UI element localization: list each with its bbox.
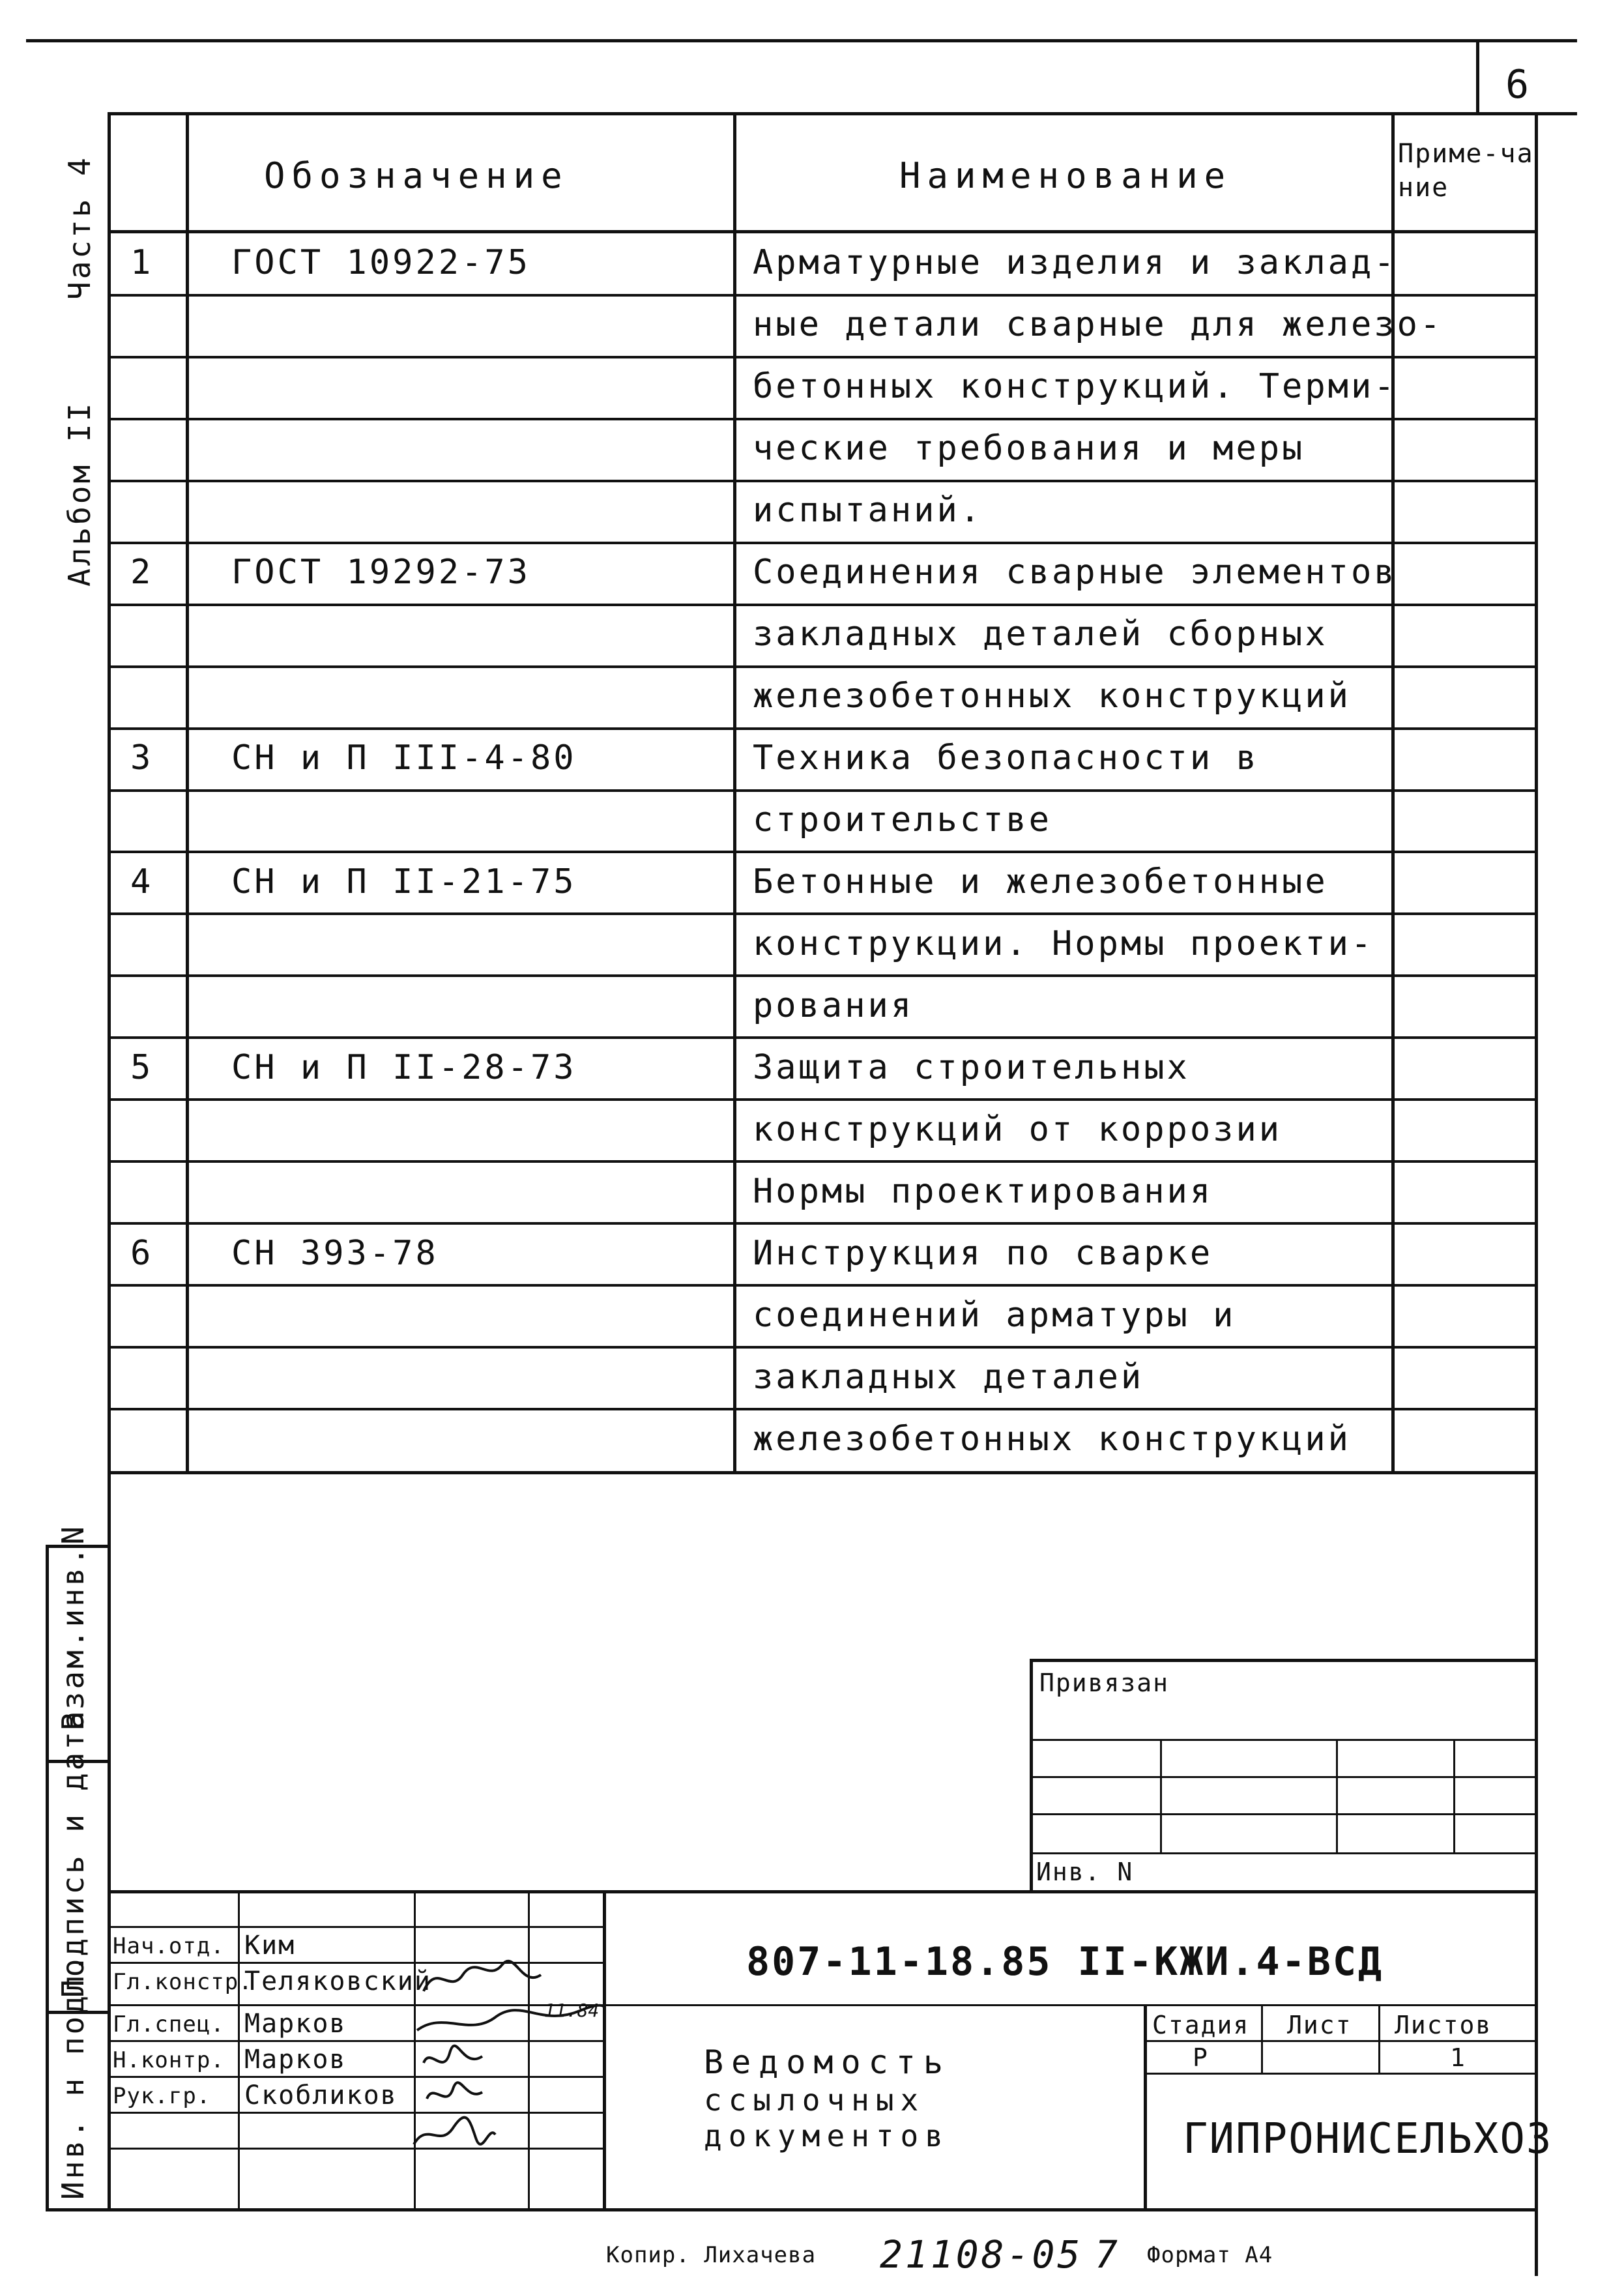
margin-strip-left [46, 1545, 49, 2210]
binding-row2 [1030, 1776, 1538, 1778]
row-name: Бетонные и железобетонные [753, 862, 1328, 901]
binding-col1 [1160, 1739, 1162, 1852]
table-row [108, 233, 1538, 295]
table-row [108, 1100, 1538, 1161]
row-designation: ГОСТ 19292-73 [231, 553, 530, 592]
binding-row4 [1030, 1852, 1538, 1854]
row-name: железобетонных конструкций [753, 677, 1351, 716]
row-number: 4 [130, 862, 154, 901]
titleblock-top [108, 1890, 1538, 1893]
table-row [108, 791, 1538, 853]
table-row [108, 481, 1538, 543]
margin-label-replaced-inv: Взам.инв.N [55, 1524, 91, 1730]
table-row [108, 605, 1538, 667]
stage-col-2 [1378, 2004, 1380, 2073]
footer-copied-by: Копир. Лихачева [606, 2242, 817, 2268]
document-code: 807-11-18.85 II-КЖИ.4-ВСД [746, 1939, 1384, 1985]
table-row [108, 667, 1538, 729]
header-note: Приме-чание [1398, 139, 1534, 203]
table-row [108, 1285, 1538, 1347]
sheet-number-box-left [1476, 39, 1479, 114]
row-name: закладных деталей сборных [753, 615, 1328, 654]
row-name: испытаний. [753, 491, 983, 531]
table-row [108, 295, 1538, 357]
binding-top [1030, 1659, 1538, 1662]
row-designation: СН и П II-28-73 [231, 1047, 577, 1087]
header-name: Наименование [899, 155, 1232, 196]
table-row [108, 914, 1538, 976]
table-row [108, 543, 1538, 605]
binding-col2 [1336, 1739, 1338, 1852]
stage-col-1 [1261, 2004, 1263, 2073]
sheet-label: Лист [1287, 2011, 1352, 2039]
table-row [108, 1038, 1538, 1100]
table-row [108, 1409, 1538, 1471]
row-name: конструкции. Нормы проекти- [753, 924, 1374, 963]
binding-inv-label: Инв. N [1036, 1858, 1134, 1886]
row-name: Техника безопасности в [753, 738, 1259, 778]
binding-row3 [1030, 1813, 1538, 1815]
table-row [108, 976, 1538, 1038]
footer-order-number: 21108-05 [880, 2232, 1083, 2277]
stage-label: Стадия [1152, 2011, 1250, 2039]
row-name: Арматурные изделия и заклад- [753, 243, 1397, 283]
stage-left [1144, 2004, 1147, 2210]
margin-label-part: Часть 4 [62, 155, 97, 300]
row-name: конструкций от коррозии [753, 1109, 1283, 1149]
row-name: Нормы проектирования [753, 1171, 1213, 1211]
table-body [108, 233, 1538, 1471]
row-designation: СН 393-78 [231, 1233, 439, 1273]
row-name: рования [753, 985, 914, 1025]
table-bottom [108, 1471, 1538, 1474]
person-role: Н.контр. [113, 2047, 225, 2073]
person-role: Гл.спец. [113, 2011, 225, 2037]
person-role: Рук.гр. [113, 2083, 211, 2109]
stage-line-1 [1144, 2040, 1538, 2042]
person-name: Скобликов [244, 2080, 398, 2110]
person-name: Теляковский [244, 1966, 431, 1996]
binding-title: Привязан [1039, 1669, 1170, 1697]
sheet-number: 6 [1505, 62, 1530, 108]
person-role: Нач.отд. [113, 1933, 225, 1959]
person-role: Гл.констр. [113, 1969, 253, 1995]
binding-row1 [1030, 1739, 1538, 1741]
person-name: Марков [244, 2009, 347, 2039]
stage-value: Р [1193, 2043, 1209, 2072]
row-number: 2 [130, 553, 154, 592]
sign-date: 11.84 [544, 2000, 600, 2021]
titleblock-code-bottom [603, 2004, 1538, 2006]
top-border [26, 39, 1577, 42]
person-name: Марков [244, 2045, 347, 2075]
footer-format: Формат А4 [1147, 2242, 1273, 2268]
person-name: Ким [244, 1931, 296, 1961]
table-row [108, 1347, 1538, 1409]
row-designation: ГОСТ 10922-75 [231, 243, 530, 283]
row-name: Защита строительных [753, 1047, 1190, 1087]
table-row [108, 419, 1538, 481]
table-row [108, 729, 1538, 791]
doc-title-line-3: документов [704, 2118, 950, 2153]
row-name: строительстве [753, 800, 1052, 840]
row-name: соединений арматуры и [753, 1295, 1236, 1335]
frame-bottom [108, 2208, 1538, 2211]
margin-label-inv-original: Инв. н подл. [55, 1951, 91, 2200]
table-row [108, 1161, 1538, 1223]
table-row [108, 853, 1538, 914]
doc-title-line-2: ссылочных [704, 2082, 925, 2118]
row-number: 1 [130, 243, 154, 283]
row-number: 3 [130, 738, 154, 778]
row-name: ческие требования и меры [753, 429, 1305, 469]
organization-name: ГИПРОНИСЕЛЬХОЗ [1183, 2115, 1553, 2163]
row-number: 5 [130, 1047, 154, 1087]
binding-col3 [1453, 1739, 1455, 1852]
row-designation: СН и П III-4-80 [231, 738, 577, 778]
header-designation: Обозначение [264, 155, 569, 196]
row-designation: СН и П II-21-75 [231, 862, 577, 901]
row-name: Соединения сварные элементов [753, 553, 1397, 592]
row-name: закладных деталей [753, 1357, 1144, 1397]
sheets-value: 1 [1450, 2043, 1466, 2072]
margin-label-signature-date: Подпись и дата [55, 1708, 91, 1998]
row-name: Инструкция по сварке [753, 1233, 1213, 1273]
margin-label-album: Альбом II [62, 400, 97, 587]
row-name: железобетонных конструкций [753, 1419, 1351, 1459]
signatures-graphic [411, 1955, 606, 2157]
footer-order-suffix: 7 [1095, 2232, 1120, 2277]
row-name: ные детали сварные для железо- [753, 305, 1443, 345]
row-number: 6 [130, 1233, 154, 1273]
stage-line-2 [1144, 2073, 1538, 2075]
table-row [108, 357, 1538, 419]
doc-title-line-1: Ведомость [704, 2043, 951, 2081]
row-name: бетонных конструкций. Терми- [753, 367, 1397, 407]
frame-top [108, 112, 1538, 115]
table-row [108, 1223, 1538, 1285]
margin-strip-bottom [46, 2208, 111, 2211]
sheets-label: Листов [1395, 2011, 1492, 2039]
